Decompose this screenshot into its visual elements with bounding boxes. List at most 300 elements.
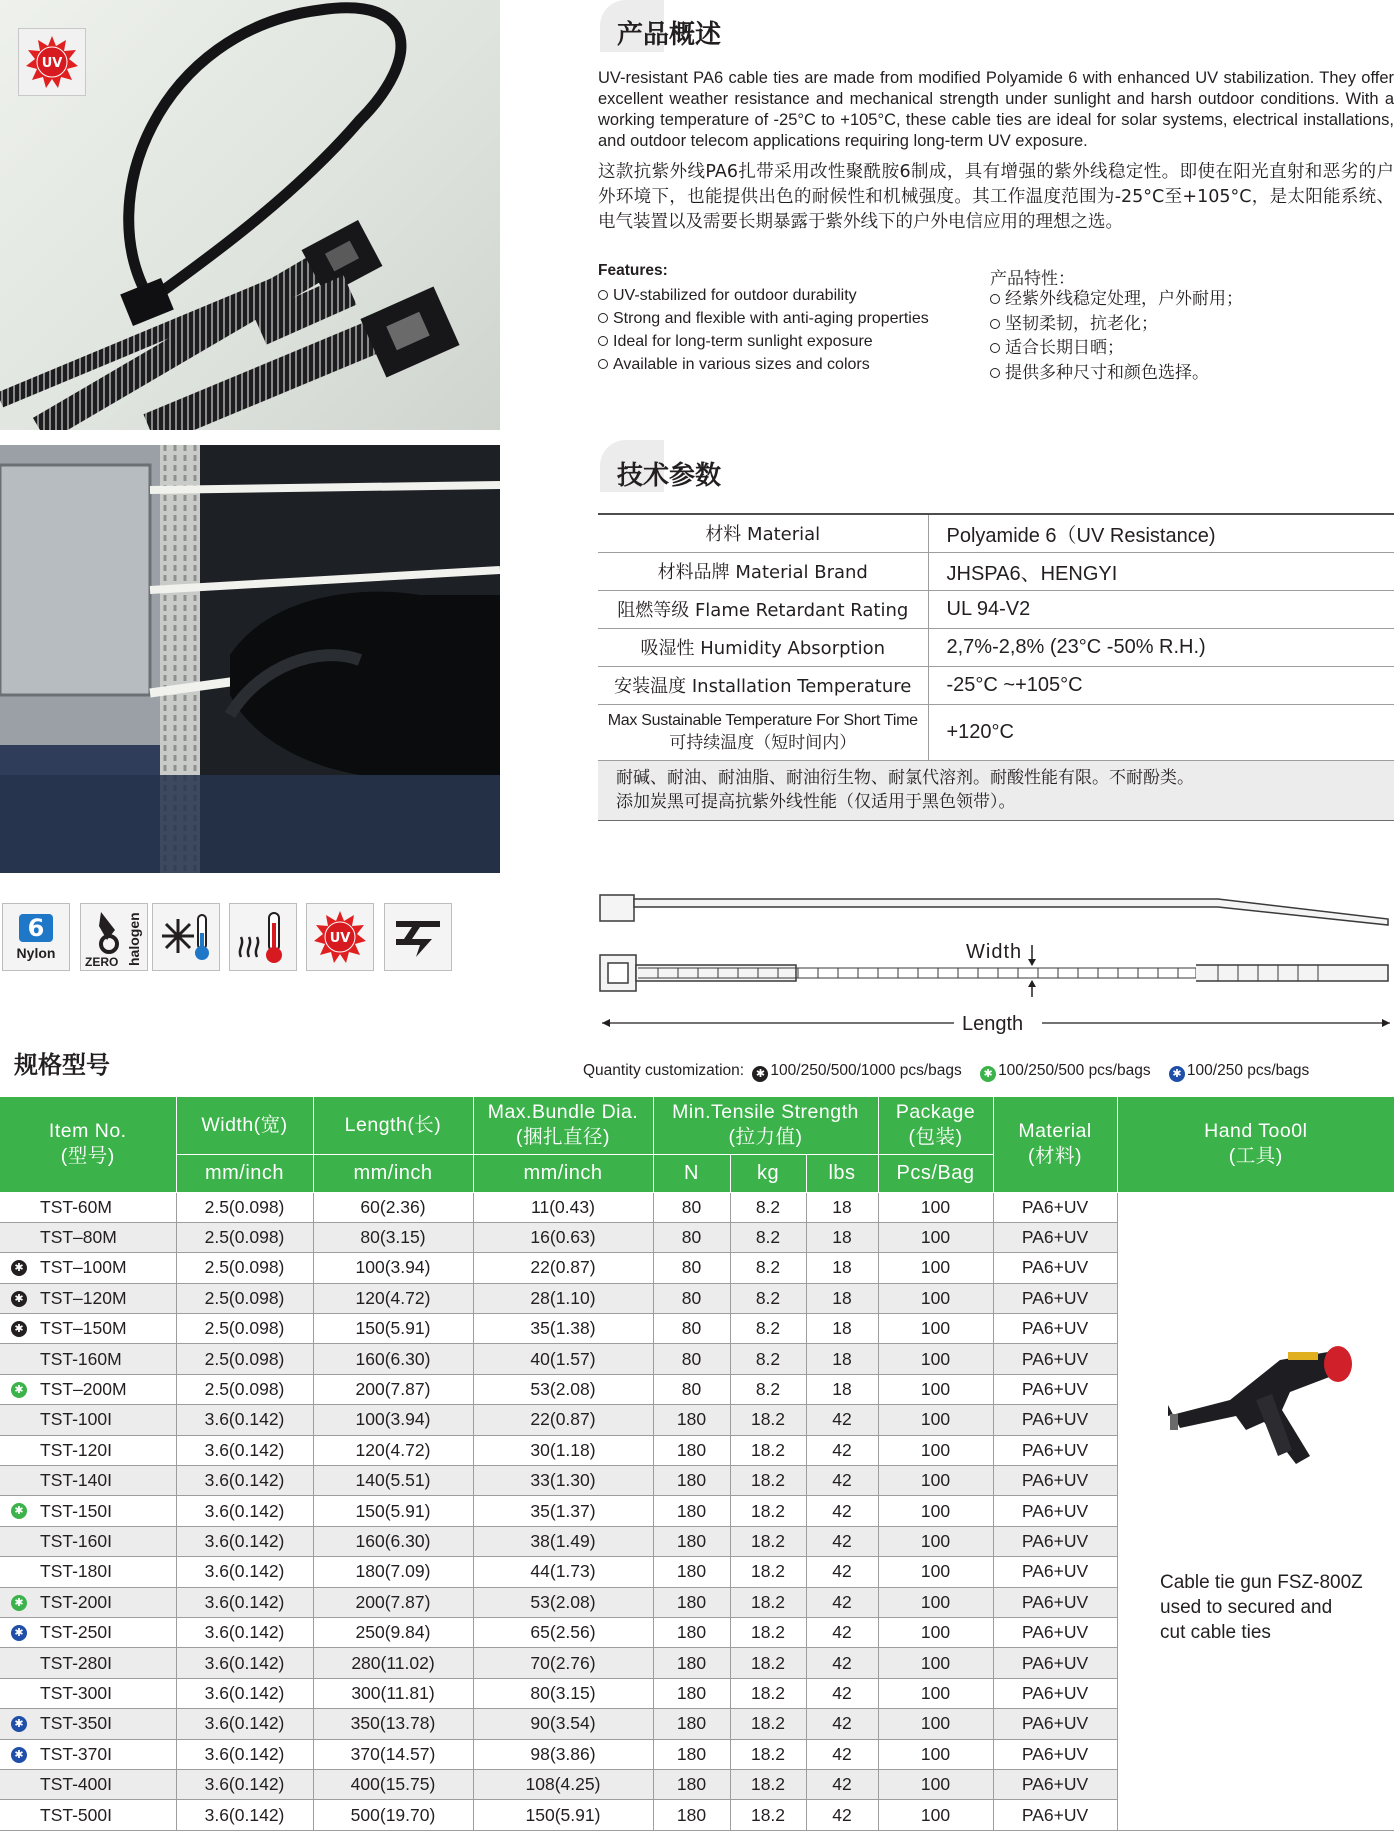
black-star-icon: ✱ (11, 1321, 27, 1337)
cell-bundle: 150(5.91) (473, 1800, 653, 1830)
cell-n: 180 (653, 1678, 730, 1708)
cell-item: TST-300I (0, 1678, 176, 1708)
product-photo-cable-ties (0, 0, 500, 430)
cell-lbs: 18 (806, 1344, 878, 1374)
cell-item: ✱ TST–150M (0, 1314, 176, 1344)
cell-bundle: 70(2.76) (473, 1648, 653, 1678)
bullet-icon (598, 290, 608, 300)
cell-kg: 18.2 (730, 1800, 806, 1830)
cell-n: 180 (653, 1557, 730, 1587)
params-row (598, 666, 1394, 704)
cell-bundle: 22(0.87) (473, 1253, 653, 1283)
cell-width: 2.5(0.098) (176, 1253, 313, 1283)
cell-width: 3.6(0.142) (176, 1648, 313, 1678)
cell-kg: 8.2 (730, 1314, 806, 1344)
cell-bundle: 11(0.43) (473, 1192, 653, 1222)
cell-pcs: 100 (878, 1192, 993, 1222)
cell-kg: 8.2 (730, 1192, 806, 1222)
cell-lbs: 42 (806, 1769, 878, 1799)
cell-bundle: 22(0.87) (473, 1405, 653, 1435)
bullet-icon (990, 343, 1000, 353)
cell-item: TST-60M (0, 1192, 176, 1222)
cell-item: TST-180I (0, 1557, 176, 1587)
cell-n: 80 (653, 1222, 730, 1252)
cell-pcs: 100 (878, 1374, 993, 1404)
bullet-icon (598, 313, 608, 323)
black-star-icon: ✱ (11, 1260, 27, 1276)
cell-n: 180 (653, 1617, 730, 1647)
blue-star-icon: ✱ (11, 1716, 27, 1732)
cell-lbs: 42 (806, 1800, 878, 1830)
cell-lbs: 42 (806, 1648, 878, 1678)
cell-length: 100(3.94) (313, 1405, 473, 1435)
unit-bundle: mm/inch (473, 1154, 653, 1192)
cell-width: 3.6(0.142) (176, 1496, 313, 1526)
cell-item: TST–80M (0, 1222, 176, 1252)
cell-n: 80 (653, 1192, 730, 1222)
uv-icon-text: UV (329, 931, 351, 946)
params-note-row (598, 760, 1394, 820)
params-note-line: 添加炭黑可提高抗紫外线性能（仅适用于黑色领带）。 (616, 792, 1016, 812)
cell-pcs: 100 (878, 1557, 993, 1587)
col-tensile: Min.Tensile Strength (拉力值) (653, 1097, 878, 1154)
cell-lbs: 42 (806, 1496, 878, 1526)
cell-item: TST-100I (0, 1405, 176, 1435)
cell-item: TST-120I (0, 1435, 176, 1465)
cell-material: PA6+UV (993, 1709, 1117, 1739)
blue-star-icon: ✱ (11, 1625, 27, 1641)
cell-kg: 18.2 (730, 1557, 806, 1587)
param-key: 材料品牌 Material Brand (598, 552, 928, 590)
cell-kg: 18.2 (730, 1648, 806, 1678)
cell-kg: 18.2 (730, 1405, 806, 1435)
overview-zh-paragraph: 这款抗紫外线PA6扎带采用改性聚酰胺6制成，具有增强的紫外线稳定性。即使在阳光直射和恶劣的户外环境下，也能提供出色的耐候性和机械强度。其工作温度范围为-25°C至+105°C，是太阳能系统、电气装置以及需要长期暴露于紫外线下的户外电信应用的理想之选。 (598, 162, 1394, 232)
cell-pcs: 100 (878, 1222, 993, 1252)
cell-pcs: 100 (878, 1526, 993, 1556)
feature-zh-item: 提供多种尺寸和颜色选择。 (990, 361, 1390, 386)
cell-material: PA6+UV (993, 1800, 1117, 1830)
uv-sun-icon (24, 34, 80, 90)
cell-item: ✱ TST-370I (0, 1739, 176, 1769)
bullet-icon (598, 359, 608, 369)
cell-n: 180 (653, 1739, 730, 1769)
cell-length: 300(11.81) (313, 1678, 473, 1708)
unit-lbs: lbs (806, 1154, 878, 1192)
cell-kg: 18.2 (730, 1496, 806, 1526)
params-row (598, 704, 1394, 760)
green-star-icon: ✱ (11, 1382, 27, 1398)
specs-heading: 规格型号 (14, 1051, 110, 1079)
features-list (598, 284, 958, 376)
params-table (598, 513, 1394, 821)
cell-lbs: 18 (806, 1253, 878, 1283)
table-row (0, 1192, 1394, 1222)
cell-n: 80 (653, 1344, 730, 1374)
cell-item: ✱ TST-150I (0, 1496, 176, 1526)
cell-length: 350(13.78) (313, 1709, 473, 1739)
bullet-icon (990, 368, 1000, 378)
cell-width: 3.6(0.142) (176, 1678, 313, 1708)
cell-length: 280(11.02) (313, 1648, 473, 1678)
cell-bundle: 38(1.49) (473, 1526, 653, 1556)
cell-item: ✱ TST-350I (0, 1709, 176, 1739)
cell-item: ✱ TST–200M (0, 1374, 176, 1404)
cell-material: PA6+UV (993, 1314, 1117, 1344)
installation-illustration (0, 445, 500, 873)
cell-material: PA6+UV (993, 1222, 1117, 1252)
cell-kg: 8.2 (730, 1253, 806, 1283)
nylon-number: 6 (19, 914, 53, 942)
green-star-icon: ✱ (11, 1503, 27, 1519)
uv-badge (18, 28, 86, 96)
cell-material: PA6+UV (993, 1739, 1117, 1769)
param-key: 阻燃等级 Flame Retardant Rating (598, 590, 928, 628)
bullet-icon (990, 294, 1000, 304)
nylon-6-icon (2, 903, 70, 971)
cell-lbs: 42 (806, 1435, 878, 1465)
cell-material: PA6+UV (993, 1648, 1117, 1678)
col-item: Item No. (型号) (0, 1097, 176, 1192)
cell-pcs: 100 (878, 1739, 993, 1769)
cell-item: ✱ TST–100M (0, 1253, 176, 1283)
cell-pcs: 100 (878, 1283, 993, 1313)
cell-item: TST-500I (0, 1800, 176, 1830)
uv-resistance-icon (306, 903, 374, 971)
cell-length: 120(4.72) (313, 1283, 473, 1313)
feature-item: Ideal for long-term sunlight exposure (598, 330, 958, 353)
tool-caption-line: Cable tie gun FSZ-800Z (1160, 1572, 1363, 1593)
params-row (598, 552, 1394, 590)
cell-material: PA6+UV (993, 1283, 1117, 1313)
col-bundle: Max.Bundle Dia. (捆扎直径) (473, 1097, 653, 1154)
cell-length: 160(6.30) (313, 1344, 473, 1374)
cell-material: PA6+UV (993, 1344, 1117, 1374)
cell-kg: 18.2 (730, 1678, 806, 1708)
unit-width: mm/inch (176, 1154, 313, 1192)
cell-kg: 18.2 (730, 1587, 806, 1617)
qty-black: 100/250/500/1000 pcs/bags (770, 1062, 962, 1079)
cell-item: TST-140I (0, 1466, 176, 1496)
unit-length: mm/inch (313, 1154, 473, 1192)
cell-length: 250(9.84) (313, 1617, 473, 1647)
quantity-legend (583, 1062, 1309, 1082)
width-label: Width (966, 941, 1023, 963)
cell-width: 2.5(0.098) (176, 1222, 313, 1252)
cell-width: 3.6(0.142) (176, 1739, 313, 1769)
cell-kg: 8.2 (730, 1344, 806, 1374)
cell-pcs: 100 (878, 1769, 993, 1799)
cell-pcs: 100 (878, 1435, 993, 1465)
cell-length: 500(19.70) (313, 1800, 473, 1830)
cell-length: 400(15.75) (313, 1769, 473, 1799)
cell-material: PA6+UV (993, 1678, 1117, 1708)
cell-item: ✱ TST-200I (0, 1587, 176, 1617)
bullet-icon (990, 319, 1000, 329)
col-material: Material (材料) (993, 1097, 1117, 1192)
cell-bundle: 28(1.10) (473, 1283, 653, 1313)
feature-item: UV-stabilized for outdoor durability (598, 284, 958, 307)
cell-lbs: 42 (806, 1617, 878, 1647)
cell-width: 2.5(0.098) (176, 1192, 313, 1222)
cell-width: 2.5(0.098) (176, 1283, 313, 1313)
features-title: Features: (598, 262, 668, 279)
feature-item: Available in various sizes and colors (598, 353, 958, 376)
cell-pcs: 100 (878, 1344, 993, 1374)
cell-width: 3.6(0.142) (176, 1435, 313, 1465)
param-value: UL 94-V2 (928, 590, 1394, 628)
cell-pcs: 100 (878, 1617, 993, 1647)
cell-pcs: 100 (878, 1800, 993, 1830)
param-key-en: Max Sustainable Temperature For Short Time (607, 712, 918, 729)
cell-pcs: 100 (878, 1709, 993, 1739)
param-key: 吸湿性 Humidity Absorption (598, 628, 928, 666)
cell-length: 150(5.91) (313, 1314, 473, 1344)
cell-width: 3.6(0.142) (176, 1800, 313, 1830)
cell-pcs: 100 (878, 1253, 993, 1283)
cell-kg: 8.2 (730, 1222, 806, 1252)
cell-pcs: 100 (878, 1678, 993, 1708)
cell-width: 3.6(0.142) (176, 1769, 313, 1799)
cell-material: PA6+UV (993, 1405, 1117, 1435)
cell-pcs: 100 (878, 1648, 993, 1678)
features-zh-title: 产品特性： (990, 269, 1075, 289)
hand-tool-caption (1160, 1570, 1390, 1645)
cell-length: 200(7.87) (313, 1587, 473, 1617)
cell-pcs: 100 (878, 1496, 993, 1526)
cell-material: PA6+UV (993, 1192, 1117, 1222)
black-star-icon: ✱ (11, 1291, 27, 1307)
black-star-icon: ✱ (752, 1066, 768, 1082)
cell-pcs: 100 (878, 1466, 993, 1496)
cell-item: ✱ TST–120M (0, 1283, 176, 1313)
cell-material: PA6+UV (993, 1557, 1117, 1587)
cell-width: 3.6(0.142) (176, 1405, 313, 1435)
cell-lbs: 42 (806, 1526, 878, 1556)
cell-length: 160(6.30) (313, 1526, 473, 1556)
cell-item: TST-160M (0, 1344, 176, 1374)
cell-material: PA6+UV (993, 1587, 1117, 1617)
cell-material: PA6+UV (993, 1253, 1117, 1283)
params-note (598, 760, 1394, 820)
param-value: -25°C ~+105°C (928, 666, 1394, 704)
cell-lbs: 42 (806, 1587, 878, 1617)
cold-resistance-icon (152, 903, 220, 971)
cell-n: 180 (653, 1648, 730, 1678)
cell-bundle: 108(4.25) (473, 1769, 653, 1799)
cell-n: 80 (653, 1253, 730, 1283)
cell-item: TST-160I (0, 1526, 176, 1556)
cell-lbs: 18 (806, 1283, 878, 1313)
cell-width: 2.5(0.098) (176, 1314, 313, 1344)
cell-width: 2.5(0.098) (176, 1344, 313, 1374)
cell-kg: 18.2 (730, 1526, 806, 1556)
features-zh-list (990, 287, 1390, 385)
cell-bundle: 35(1.38) (473, 1314, 653, 1344)
insulation-icon (384, 903, 452, 971)
cell-width: 3.6(0.142) (176, 1526, 313, 1556)
cell-lbs: 42 (806, 1709, 878, 1739)
param-key: 材料 Material (598, 514, 928, 552)
cell-lbs: 42 (806, 1739, 878, 1769)
cell-length: 80(3.15) (313, 1222, 473, 1252)
cell-n: 80 (653, 1283, 730, 1313)
cell-bundle: 35(1.37) (473, 1496, 653, 1526)
spec-body (0, 1192, 1394, 1830)
nylon-label: Nylon (16, 944, 56, 961)
cell-lbs: 18 (806, 1374, 878, 1404)
cell-kg: 8.2 (730, 1374, 806, 1404)
cell-bundle: 16(0.63) (473, 1222, 653, 1252)
cell-bundle: 80(3.15) (473, 1678, 653, 1708)
feature-zh-item: 经紫外线稳定处理，户外耐用； (990, 287, 1390, 312)
params-note-line: 耐碱、耐油、耐油脂、耐油衍生物、耐氯代溶剂。耐酸性能有限。不耐酚类。 (616, 768, 1194, 788)
cell-length: 120(4.72) (313, 1435, 473, 1465)
cell-bundle: 44(1.73) (473, 1557, 653, 1587)
param-value: +120°C (928, 704, 1394, 760)
cell-pcs: 100 (878, 1314, 993, 1344)
cell-kg: 18.2 (730, 1466, 806, 1496)
cell-material: PA6+UV (993, 1374, 1117, 1404)
cell-material: PA6+UV (993, 1435, 1117, 1465)
cell-lbs: 42 (806, 1678, 878, 1708)
green-star-icon: ✱ (980, 1066, 996, 1082)
cell-width: 3.6(0.142) (176, 1617, 313, 1647)
param-value: JHSPA6、HENGYI (928, 552, 1394, 590)
qty-green: 100/250/500 pcs/bags (998, 1062, 1151, 1079)
cell-lbs: 18 (806, 1222, 878, 1252)
cell-length: 180(7.09) (313, 1557, 473, 1587)
cell-width: 3.6(0.142) (176, 1587, 313, 1617)
zero-label: ZERO (85, 955, 119, 969)
cell-length: 200(7.87) (313, 1374, 473, 1404)
cell-material: PA6+UV (993, 1617, 1117, 1647)
green-star-icon: ✱ (11, 1595, 27, 1611)
cell-lbs: 42 (806, 1557, 878, 1587)
cell-n: 80 (653, 1314, 730, 1344)
cell-bundle: 98(3.86) (473, 1739, 653, 1769)
cell-width: 3.6(0.142) (176, 1466, 313, 1496)
bullet-icon (598, 336, 608, 346)
param-value: Polyamide 6（UV Resistance) (928, 514, 1394, 552)
blue-star-icon: ✱ (11, 1747, 27, 1763)
cell-bundle: 53(2.08) (473, 1374, 653, 1404)
overview-heading: 产品概述 (617, 20, 722, 50)
params-row (598, 628, 1394, 666)
feature-zh-item: 适合长期日晒； (990, 336, 1390, 361)
cell-item: TST-400I (0, 1769, 176, 1799)
cell-n: 180 (653, 1709, 730, 1739)
cell-kg: 18.2 (730, 1617, 806, 1647)
quantity-label: Quantity customization: (583, 1062, 745, 1079)
cell-item: TST-280I (0, 1648, 176, 1678)
halogen-label: halogen (126, 912, 142, 966)
spec-header-row (0, 1097, 1394, 1154)
cell-pcs: 100 (878, 1405, 993, 1435)
cell-kg: 8.2 (730, 1283, 806, 1313)
cell-n: 180 (653, 1466, 730, 1496)
qty-blue: 100/250 pcs/bags (1186, 1062, 1310, 1079)
blue-star-icon: ✱ (1169, 1066, 1185, 1082)
cell-bundle: 30(1.18) (473, 1435, 653, 1465)
unit-n: N (653, 1154, 730, 1192)
cell-length: 60(2.36) (313, 1192, 473, 1222)
cell-item: ✱ TST-250I (0, 1617, 176, 1647)
params-row (598, 514, 1394, 552)
tool-caption-line: used to secured and (1160, 1597, 1333, 1618)
cell-kg: 18.2 (730, 1769, 806, 1799)
cell-width: 2.5(0.098) (176, 1374, 313, 1404)
cell-n: 180 (653, 1800, 730, 1830)
hand-tool-cell (1117, 1192, 1394, 1830)
cell-material: PA6+UV (993, 1496, 1117, 1526)
cell-bundle: 53(2.08) (473, 1587, 653, 1617)
installation-photo (0, 445, 500, 873)
cell-n: 180 (653, 1587, 730, 1617)
cell-lbs: 42 (806, 1466, 878, 1496)
cell-n: 180 (653, 1496, 730, 1526)
cell-width: 3.6(0.142) (176, 1709, 313, 1739)
col-package: Package (包装) (878, 1097, 993, 1154)
length-label: Length (962, 1013, 1024, 1035)
feature-zh-item: 坚韧柔韧，抗老化； (990, 312, 1390, 337)
cell-lbs: 42 (806, 1405, 878, 1435)
overview-en-paragraph: UV-resistant PA6 cable ties are made from modified Polyamide 6 with enhanced UV stabilization. They offer excellent weather resistance and mechanical strength under sunlight and harsh outdoor conditions. With a working temperature of -25°C to +105°C, these cable ties are ideal for solar systems, electrical installations, and outdoor telecom applications requiring long-term UV exposure. (598, 69, 1394, 150)
cell-lbs: 18 (806, 1192, 878, 1222)
unit-kg: kg (730, 1154, 806, 1192)
cable-tie-dimension-diagram (598, 885, 1394, 1035)
cell-bundle: 40(1.57) (473, 1344, 653, 1374)
cell-n: 80 (653, 1374, 730, 1404)
feature-item: Strong and flexible with anti-aging properties (598, 307, 958, 330)
param-key-zh: 可持续温度（短时间内） (669, 733, 857, 753)
heat-resistance-icon (229, 903, 297, 971)
unit-pcs: Pcs/Bag (878, 1154, 993, 1192)
param-key: 安装温度 Installation Temperature (598, 666, 928, 704)
cell-n: 180 (653, 1769, 730, 1799)
cell-kg: 18.2 (730, 1739, 806, 1769)
cell-kg: 18.2 (730, 1709, 806, 1739)
param-value: 2,7%-2,8% (23°C -50% R.H.) (928, 628, 1394, 666)
tool-caption-line: cut cable ties (1160, 1622, 1271, 1643)
col-length: Length(长) (313, 1097, 473, 1154)
params-row (598, 590, 1394, 628)
cable-tie-gun-image (1160, 1330, 1360, 1480)
cell-n: 180 (653, 1526, 730, 1556)
cell-material: PA6+UV (993, 1466, 1117, 1496)
cell-bundle: 33(1.30) (473, 1466, 653, 1496)
uv-badge-text: UV (41, 56, 63, 71)
param-key (598, 704, 928, 760)
cell-material: PA6+UV (993, 1526, 1117, 1556)
col-tool: Hand Too0l (工具) (1117, 1097, 1394, 1192)
cell-length: 140(5.51) (313, 1466, 473, 1496)
zero-halogen-icon (80, 903, 148, 971)
cell-width: 3.6(0.142) (176, 1557, 313, 1587)
cell-bundle: 65(2.56) (473, 1617, 653, 1647)
cell-bundle: 90(3.54) (473, 1709, 653, 1739)
cell-length: 150(5.91) (313, 1496, 473, 1526)
cell-material: PA6+UV (993, 1769, 1117, 1799)
col-width: Width(宽) (176, 1097, 313, 1154)
cell-length: 370(14.57) (313, 1739, 473, 1769)
cell-lbs: 18 (806, 1314, 878, 1344)
cell-n: 180 (653, 1435, 730, 1465)
cell-n: 180 (653, 1405, 730, 1435)
cell-pcs: 100 (878, 1587, 993, 1617)
params-heading: 技术参数 (617, 461, 722, 491)
cell-kg: 18.2 (730, 1435, 806, 1465)
cell-length: 100(3.94) (313, 1253, 473, 1283)
